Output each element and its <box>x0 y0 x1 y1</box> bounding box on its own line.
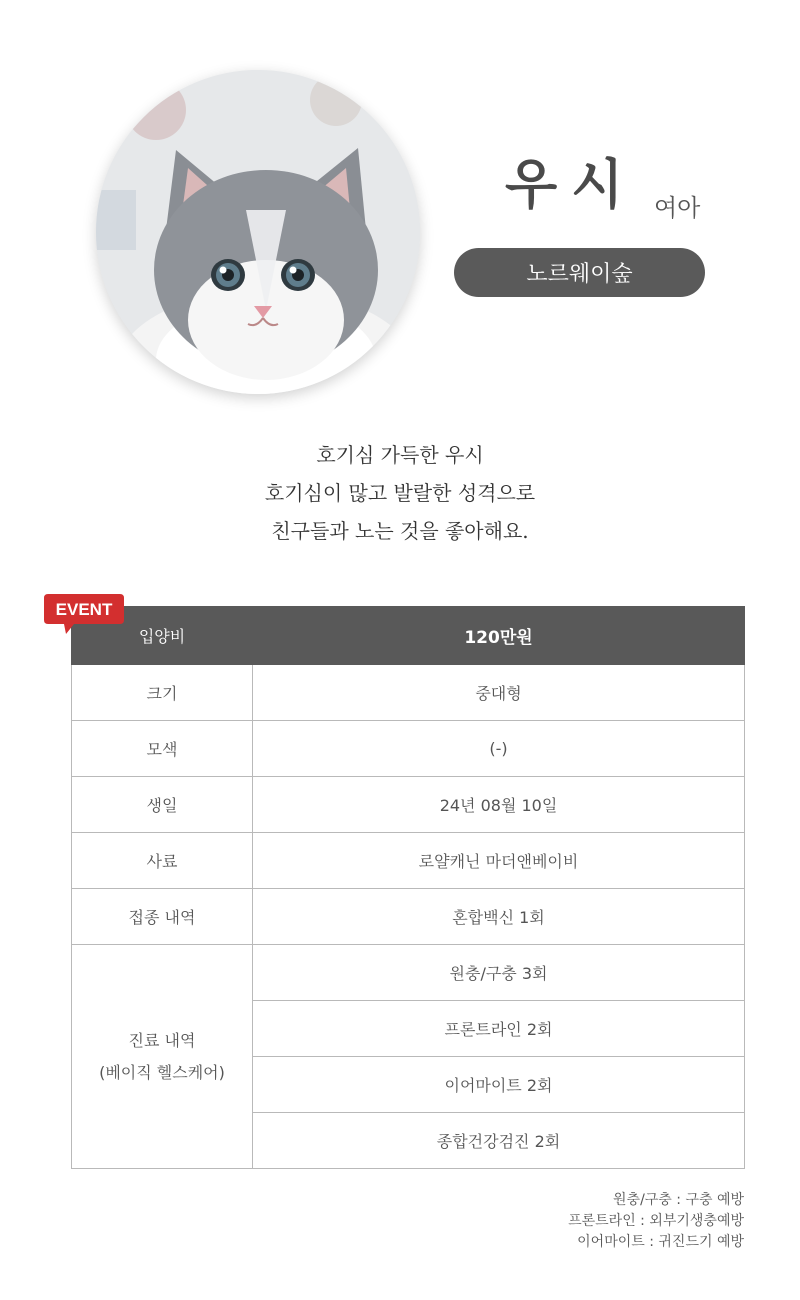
description-line: 호기심 가득한 우시 <box>316 443 484 467</box>
row-value: 혼합백신 1회 <box>253 889 745 945</box>
kitten-illustration <box>96 70 420 394</box>
row-label: 모색 <box>72 721 253 777</box>
pet-gender: 여아 <box>654 194 701 222</box>
table-row <box>72 833 745 889</box>
table-row <box>72 721 745 777</box>
info-table <box>71 606 745 1169</box>
kitten-photo <box>96 70 420 394</box>
row-value: 중대형 <box>253 665 745 721</box>
fee-row <box>72 607 745 665</box>
description <box>0 436 800 550</box>
event-flag-icon <box>40 592 128 636</box>
row-label: 사료 <box>72 833 253 889</box>
table-row <box>72 945 745 1001</box>
fee-label: 입양비 <box>72 607 253 665</box>
medical-label-subtitle: (베이직 헬스케어) <box>99 1062 225 1082</box>
row-value: 24년 08월 10일 <box>253 777 745 833</box>
row-value: 로얄캐닌 마더앤베이비 <box>253 833 745 889</box>
medical-item: 프론트라인 2회 <box>253 1001 745 1057</box>
description-line: 호기심이 많고 발랄한 성격으로 <box>264 481 536 505</box>
medical-item: 이어마이트 2회 <box>253 1057 745 1113</box>
footnote: 이어마이트 : 귀진드기 예방 <box>577 1234 744 1250</box>
row-value: (-) <box>253 721 745 777</box>
row-label: 생일 <box>72 777 253 833</box>
footnote: 프론트라인 : 외부기생충예방 <box>568 1213 744 1229</box>
event-badge <box>40 592 128 636</box>
table-row <box>72 777 745 833</box>
fee-value: 120만원 <box>253 607 745 665</box>
description-line: 친구들과 노는 것을 좋아해요. <box>271 519 529 543</box>
row-label: 접종 내역 <box>72 889 253 945</box>
table-row <box>72 889 745 945</box>
medical-label <box>72 945 253 1169</box>
footnotes <box>568 1190 744 1253</box>
medical-item: 원충/구충 3회 <box>253 945 745 1001</box>
breed-badge: 노르웨이숲 <box>454 248 705 297</box>
event-badge-label: EVENT <box>55 600 113 619</box>
footnote: 원충/구충 : 구충 예방 <box>613 1192 744 1208</box>
medical-item: 종합건강검진 2회 <box>253 1113 745 1169</box>
pet-name: 우시 <box>505 153 638 216</box>
table-row <box>72 665 745 721</box>
medical-label-title: 진료 내역 <box>128 1030 196 1050</box>
row-label: 크기 <box>72 665 253 721</box>
